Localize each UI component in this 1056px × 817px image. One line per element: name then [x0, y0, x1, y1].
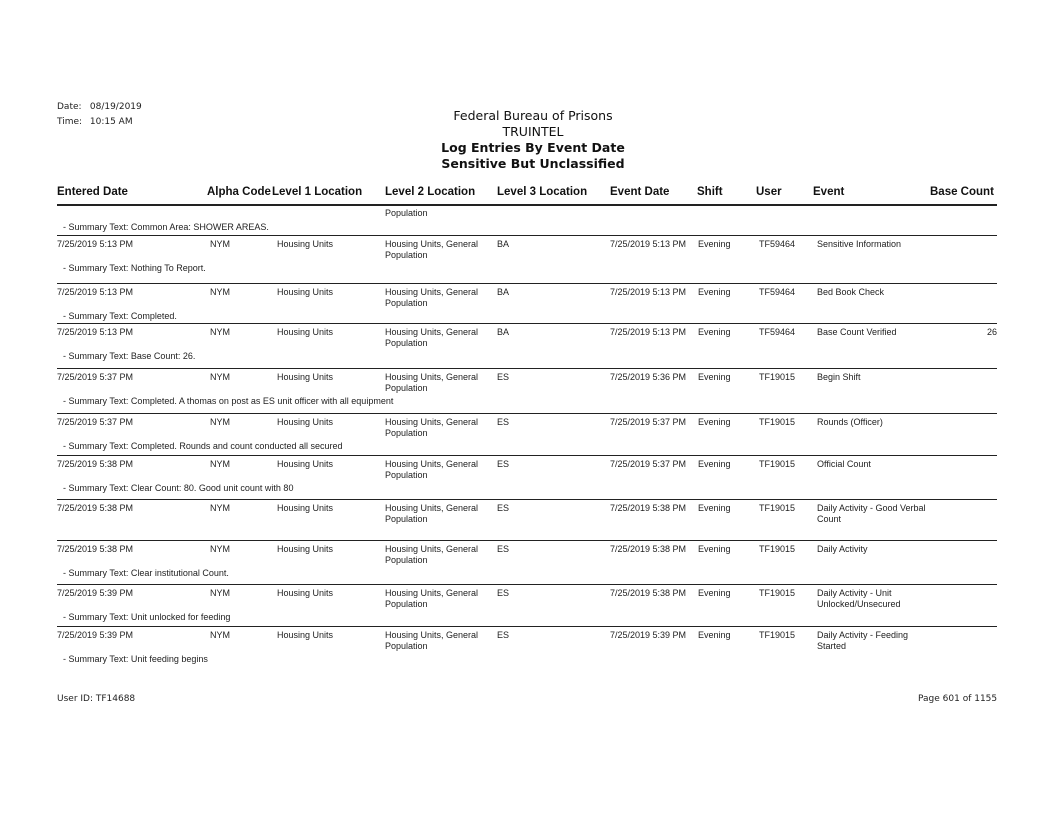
- row-summary-text: - Summary Text: Clear institutional Count.: [63, 568, 229, 578]
- cell-event-date: 7/25/2019 5:13 PM: [610, 239, 687, 249]
- row-divider: [57, 455, 997, 456]
- col-entered-date: Entered Date: [57, 186, 128, 198]
- cell-base-count: 26: [986, 327, 997, 337]
- cell-event: Daily Activity - Unit Unlocked/Unsecured: [817, 588, 901, 609]
- cell-shift: Evening: [698, 327, 731, 337]
- cell-entered-date: 7/25/2019 5:38 PM: [57, 459, 134, 469]
- cell-level1-location: Housing Units: [277, 327, 334, 337]
- cell-alpha-code: NYM: [210, 327, 230, 337]
- cell-event-date: 7/25/2019 5:37 PM: [610, 417, 687, 427]
- cell-level3-location: BA: [497, 239, 510, 249]
- report-title-system: TRUINTEL: [502, 124, 564, 139]
- header-divider: [57, 204, 997, 206]
- row-divider: [57, 413, 997, 414]
- cell-event: Daily Activity - Feeding Started: [817, 630, 909, 651]
- col-alpha-code: Alpha Code: [207, 186, 271, 198]
- cell-event-date: 7/25/2019 5:38 PM: [610, 503, 687, 513]
- cell-event-date: 7/25/2019 5:36 PM: [610, 372, 687, 382]
- carryover-level2: Population: [385, 208, 428, 218]
- cell-level2-location: Housing Units, General Population: [385, 417, 479, 438]
- cell-user: TF19015: [759, 544, 796, 554]
- col-level2-location: Level 2 Location: [385, 186, 476, 198]
- cell-user: TF19015: [759, 417, 796, 427]
- cell-level1-location: Housing Units: [277, 588, 334, 598]
- cell-alpha-code: NYM: [210, 239, 230, 249]
- cell-level2-location: Housing Units, General Population: [385, 287, 479, 308]
- cell-level1-location: Housing Units: [277, 287, 334, 297]
- cell-shift: Evening: [698, 287, 731, 297]
- cell-shift: Evening: [698, 239, 731, 249]
- cell-alpha-code: NYM: [210, 417, 230, 427]
- cell-user: TF19015: [759, 503, 796, 513]
- cell-event: Daily Activity - Good Verbal Count: [817, 503, 926, 524]
- cell-entered-date: 7/25/2019 5:39 PM: [57, 630, 134, 640]
- cell-entered-date: 7/25/2019 5:13 PM: [57, 287, 134, 297]
- time-label: Time:: [57, 117, 83, 127]
- cell-entered-date: 7/25/2019 5:38 PM: [57, 503, 134, 513]
- cell-shift: Evening: [698, 630, 731, 640]
- row-summary-text: - Summary Text: Clear Count: 80. Good unit count with 80: [63, 483, 294, 493]
- cell-level3-location: ES: [497, 459, 510, 469]
- footer-page-number: Page 601 of 1155: [918, 694, 998, 704]
- col-shift: Shift: [697, 186, 723, 198]
- cell-level2-location: Housing Units, General Population: [385, 503, 479, 524]
- col-level3-location: Level 3 Location: [497, 186, 588, 198]
- report-title-classification: Sensitive But Unclassified: [441, 156, 625, 171]
- cell-alpha-code: NYM: [210, 503, 230, 513]
- row-divider: [57, 368, 997, 369]
- cell-event: Sensitive Information: [817, 239, 902, 249]
- col-user: User: [756, 186, 782, 198]
- row-divider: [57, 499, 997, 500]
- cell-event-date: 7/25/2019 5:38 PM: [610, 588, 687, 598]
- row-divider: [57, 540, 997, 541]
- cell-level3-location: ES: [497, 417, 510, 427]
- cell-level1-location: Housing Units: [277, 544, 334, 554]
- row-summary-text: - Summary Text: Base Count: 26.: [63, 351, 196, 361]
- cell-user: TF19015: [759, 372, 796, 382]
- row-divider: [57, 584, 997, 585]
- cell-event: Begin Shift: [817, 372, 861, 382]
- cell-user: TF19015: [759, 630, 796, 640]
- row-summary-text: - Summary Text: Completed.: [63, 311, 177, 321]
- time-line: [57, 117, 133, 127]
- cell-entered-date: 7/25/2019 5:37 PM: [57, 417, 134, 427]
- report-title-block: [380, 108, 686, 172]
- cell-event: Official Count: [817, 459, 871, 469]
- cell-entered-date: 7/25/2019 5:37 PM: [57, 372, 134, 382]
- cell-level3-location: ES: [497, 372, 510, 382]
- cell-shift: Evening: [698, 372, 731, 382]
- row-summary-text: - Summary Text: Unit feeding begins: [63, 654, 208, 664]
- report-title-name: Log Entries By Event Date: [441, 140, 625, 155]
- row-summary-text: - Summary Text: Nothing To Report.: [63, 263, 206, 273]
- cell-shift: Evening: [698, 417, 731, 427]
- cell-event: Bed Book Check: [817, 287, 885, 297]
- cell-user: TF19015: [759, 588, 796, 598]
- cell-user: TF19015: [759, 459, 796, 469]
- cell-level1-location: Housing Units: [277, 630, 334, 640]
- col-level1-location: Level 1 Location: [272, 186, 363, 198]
- date-value: 08/19/2019: [89, 102, 142, 112]
- date-line: [57, 102, 142, 112]
- cell-level3-location: BA: [497, 287, 510, 297]
- row-divider: [57, 283, 997, 284]
- cell-level1-location: Housing Units: [277, 372, 334, 382]
- cell-level3-location: ES: [497, 630, 510, 640]
- cell-level1-location: Housing Units: [277, 239, 334, 249]
- cell-level2-location: Housing Units, General Population: [385, 327, 479, 348]
- col-base-count: Base Count: [930, 186, 994, 198]
- cell-event: Daily Activity: [817, 544, 868, 554]
- cell-user: TF59464: [759, 287, 796, 297]
- cell-alpha-code: NYM: [210, 544, 230, 554]
- cell-level3-location: ES: [497, 503, 510, 513]
- cell-alpha-code: NYM: [210, 459, 230, 469]
- cell-level2-location: Housing Units, General Population: [385, 372, 479, 393]
- row-summary-text: - Summary Text: Unit unlocked for feeding: [63, 612, 231, 622]
- cell-level1-location: Housing Units: [277, 459, 334, 469]
- cell-user: TF59464: [759, 239, 796, 249]
- time-value: 10:15 AM: [89, 117, 133, 127]
- cell-shift: Evening: [698, 459, 731, 469]
- cell-alpha-code: NYM: [210, 287, 230, 297]
- cell-entered-date: 7/25/2019 5:38 PM: [57, 544, 134, 554]
- cell-user: TF59464: [759, 327, 796, 337]
- footer-user-id: User ID: TF14688: [57, 694, 136, 704]
- cell-entered-date: 7/25/2019 5:13 PM: [57, 327, 134, 337]
- cell-shift: Evening: [698, 544, 731, 554]
- cell-level1-location: Housing Units: [277, 417, 334, 427]
- cell-shift: Evening: [698, 588, 731, 598]
- cell-level2-location: Housing Units, General Population: [385, 239, 479, 260]
- cell-event-date: 7/25/2019 5:39 PM: [610, 630, 687, 640]
- cell-event-date: 7/25/2019 5:38 PM: [610, 544, 687, 554]
- row-divider: [57, 626, 997, 627]
- cell-level3-location: ES: [497, 588, 510, 598]
- carryover-summary: - Summary Text: Common Area: SHOWER AREAS.: [63, 222, 269, 232]
- cell-alpha-code: NYM: [210, 630, 230, 640]
- report-title-agency: Federal Bureau of Prisons: [453, 108, 613, 123]
- cell-event: Rounds (Officer): [817, 417, 883, 427]
- cell-event-date: 7/25/2019 5:37 PM: [610, 459, 687, 469]
- cell-level3-location: ES: [497, 544, 510, 554]
- cell-event-date: 7/25/2019 5:13 PM: [610, 327, 687, 337]
- date-label: Date:: [57, 102, 82, 112]
- cell-level3-location: BA: [497, 327, 510, 337]
- cell-level1-location: Housing Units: [277, 503, 334, 513]
- cell-level2-location: Housing Units, General Population: [385, 588, 479, 609]
- row-summary-text: - Summary Text: Completed. A thomas on post as ES unit officer with all equipment: [63, 396, 394, 406]
- cell-level2-location: Housing Units, General Population: [385, 459, 479, 480]
- cell-level2-location: Housing Units, General Population: [385, 544, 479, 565]
- cell-alpha-code: NYM: [210, 588, 230, 598]
- col-event: Event: [813, 186, 845, 198]
- cell-entered-date: 7/25/2019 5:39 PM: [57, 588, 134, 598]
- cell-alpha-code: NYM: [210, 372, 230, 382]
- col-event-date: Event Date: [610, 186, 670, 198]
- cell-level2-location: Housing Units, General Population: [385, 630, 479, 651]
- cell-entered-date: 7/25/2019 5:13 PM: [57, 239, 134, 249]
- cell-shift: Evening: [698, 503, 731, 513]
- row-divider: [57, 235, 997, 236]
- row-summary-text: - Summary Text: Completed. Rounds and count conducted all secured: [63, 441, 343, 451]
- row-divider: [57, 323, 997, 324]
- cell-event: Base Count Verified: [817, 327, 897, 337]
- cell-event-date: 7/25/2019 5:13 PM: [610, 287, 687, 297]
